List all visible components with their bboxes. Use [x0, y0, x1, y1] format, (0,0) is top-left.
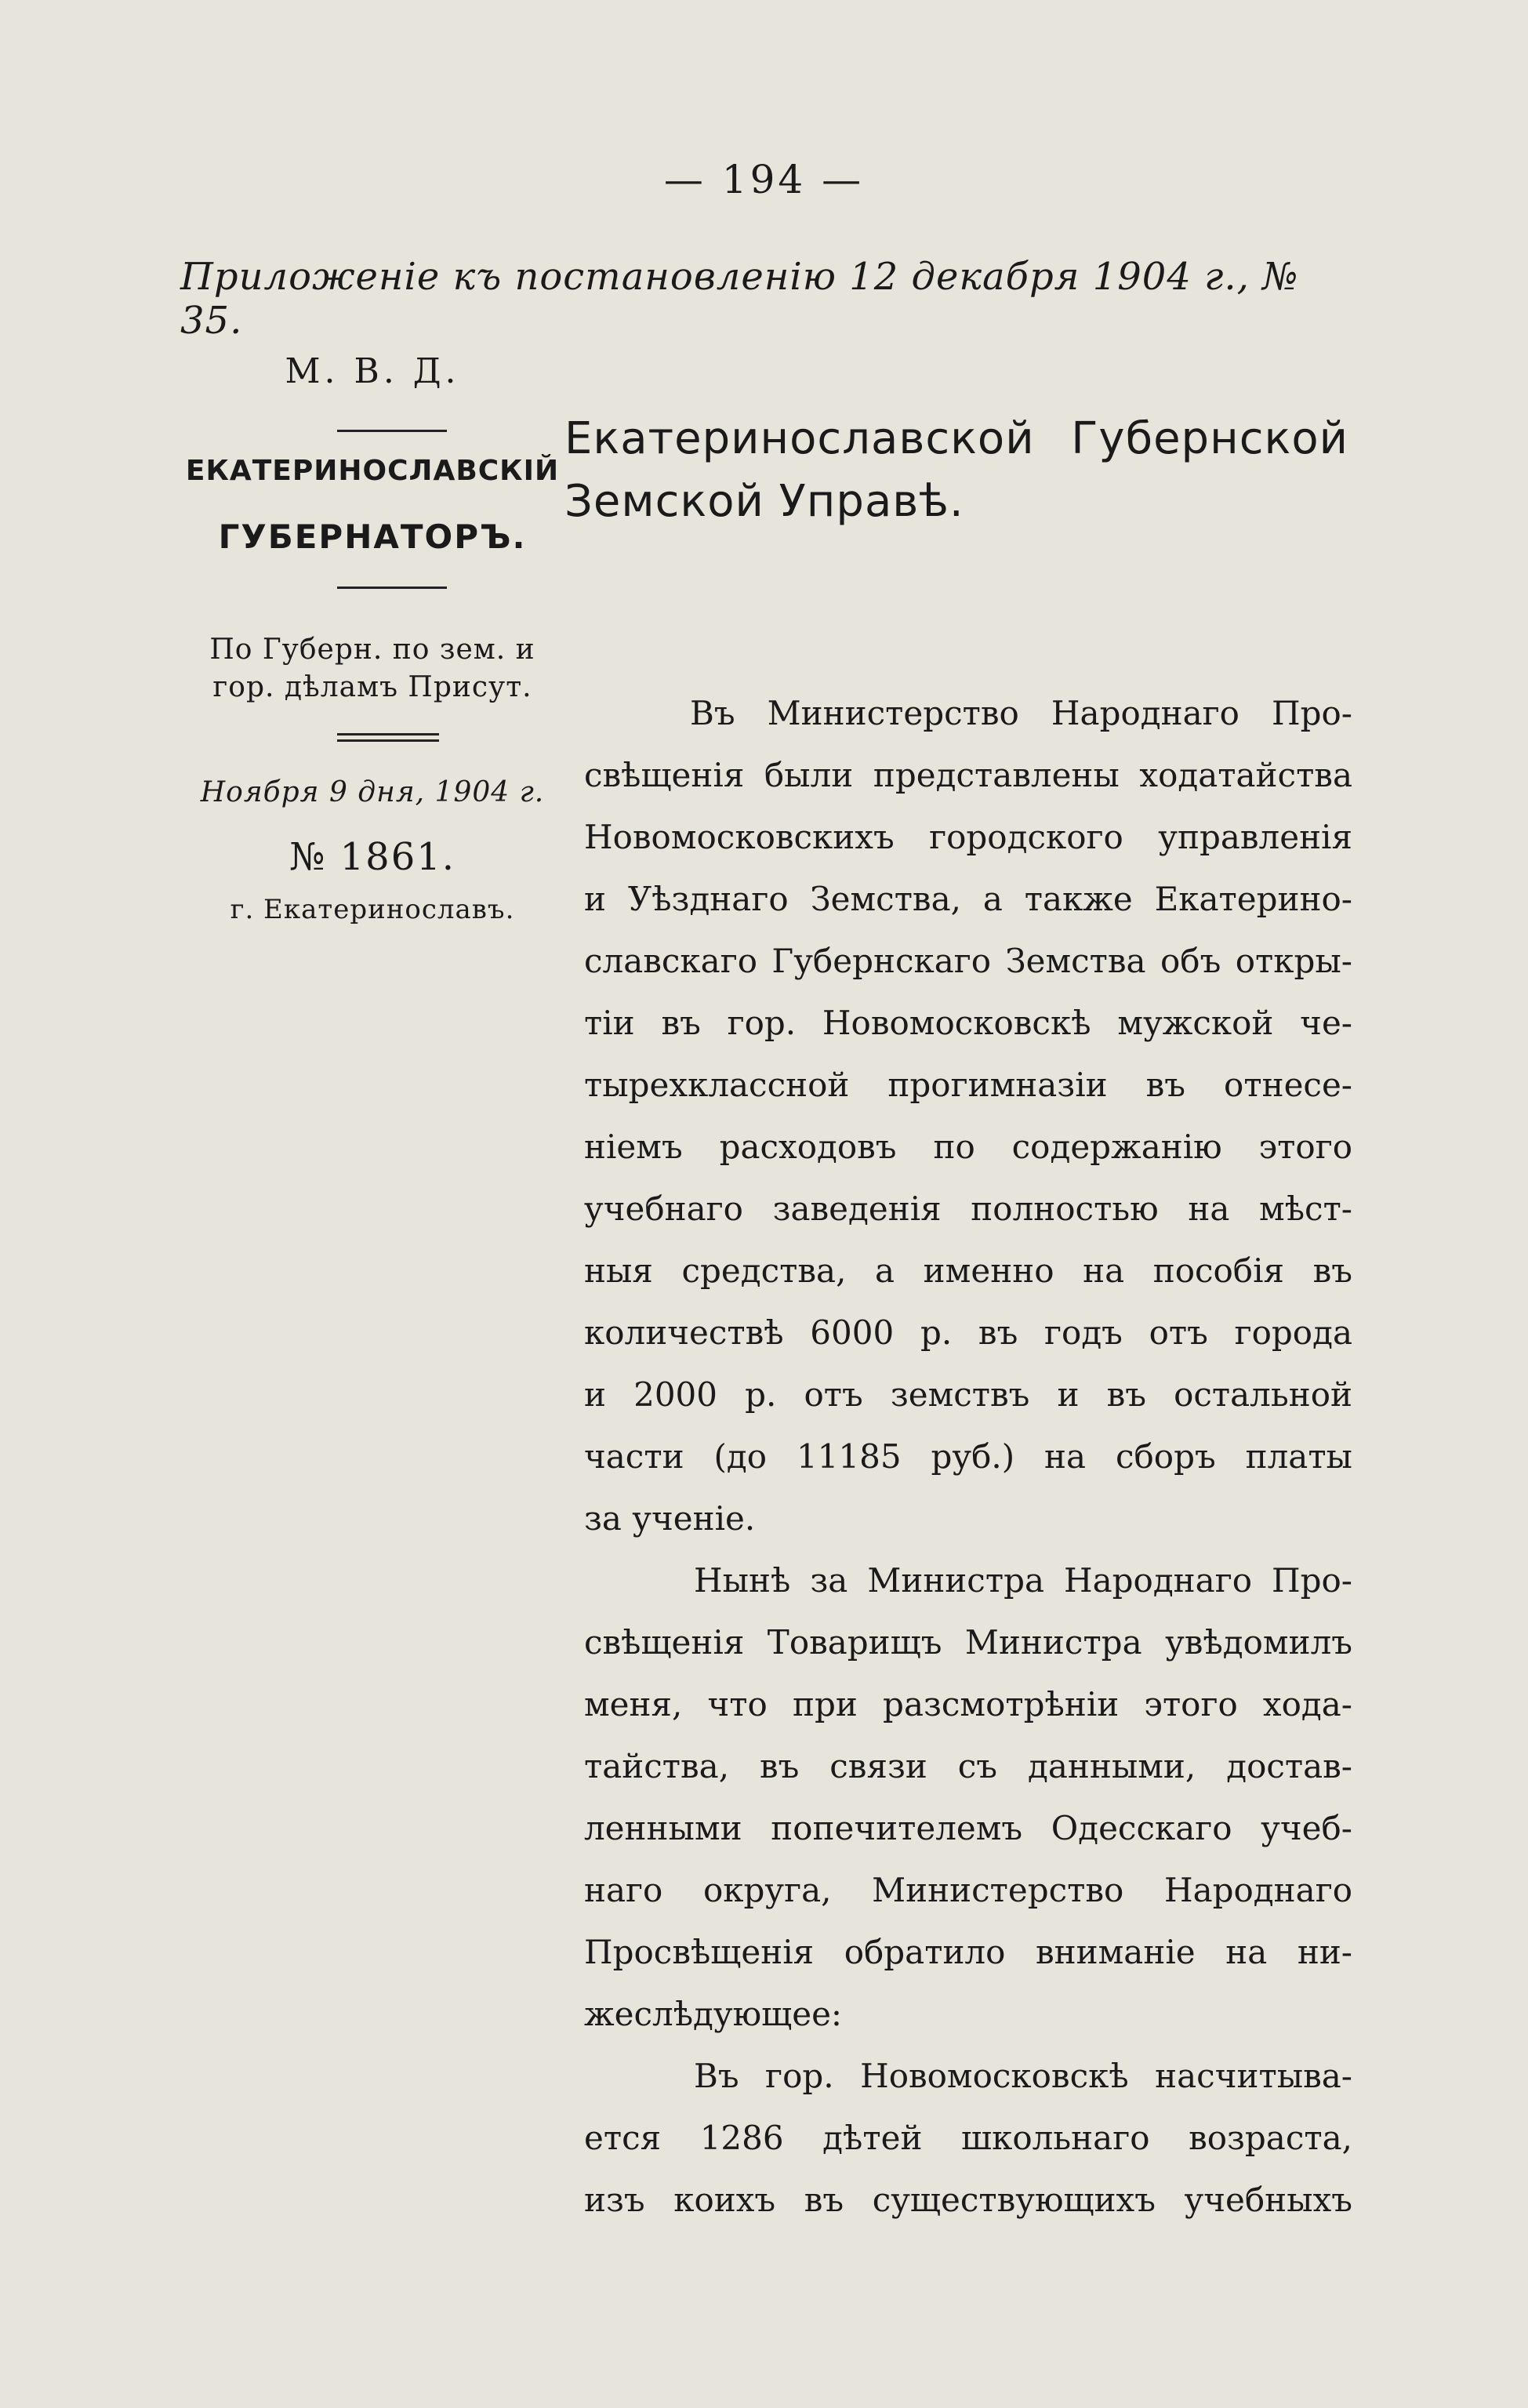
paragraph-3 [584, 2045, 1352, 2231]
paragraph-2 [584, 1549, 1352, 2045]
divider-rule [337, 739, 439, 742]
text-line: Новомосковскихъ городского управленія [584, 818, 1352, 856]
text-line: изъ коихъ въ существующихъ учебныхъ [584, 2181, 1352, 2219]
text-line: части (до 11185 руб.) на сборъ платы [584, 1437, 1352, 1476]
text-line: свѣщенія Товарищъ Министра увѣдомилъ [584, 1623, 1352, 1662]
text-line: тіи въ гор. Новомосковскѣ мужской че- [584, 1004, 1352, 1042]
text-line: Нынѣ за Министра Народнаго Про- [694, 1561, 1352, 1600]
text-line: и 2000 р. отъ земствъ и въ остальной [584, 1375, 1352, 1414]
paragraph-1 [584, 682, 1352, 1549]
text-line: ныя средства, а именно на пособія въ [584, 1251, 1352, 1290]
text-line: меня, что при разсмотрѣніи этого хода- [584, 1685, 1352, 1723]
divider-rule [337, 733, 439, 735]
text-line: жеслѣдующее: [584, 1995, 843, 2033]
presence-heading [169, 631, 576, 706]
presence-line: По Губерн. по зем. и [209, 634, 535, 666]
addressee: Екатеринославской Губернской Земской Управѣ. [564, 413, 1348, 527]
text-line: Въ гор. Новомосковскѣ насчитыва- [694, 2057, 1352, 2095]
text-line: свѣщенія были представлены ходатайства [584, 756, 1352, 794]
document-number: № 1861. [289, 835, 456, 879]
text-line: ленными попечителемъ Одесскаго учеб- [584, 1809, 1352, 1847]
document-city: г. Екатеринославъ. [230, 894, 515, 925]
text-line: ется 1286 дѣтей школьнаго возраста, [584, 2119, 1352, 2157]
presence-line: гор. дѣламъ Присут. [212, 671, 532, 703]
text-line: Просвѣщенія обратило вниманіе на ни- [584, 1933, 1352, 1971]
text-line: тайства, въ связи съ данными, достав- [584, 1747, 1352, 1785]
letter-body [584, 682, 1352, 2231]
text-line: за ученіе. [584, 1499, 756, 1538]
text-line: учебнаго заведенія полностью на мѣст- [584, 1189, 1352, 1228]
text-line: тырехклассной прогимназіи въ отнесе- [584, 1066, 1352, 1104]
divider-rule [337, 430, 447, 432]
document-date: Ноября 9 дня, 1904 г. [200, 776, 545, 808]
governor-subtitle: ГУБЕРНАТОРЪ. [218, 518, 527, 556]
page-number: — 194 — [663, 157, 865, 202]
divider-rule [337, 587, 447, 589]
text-line: наго округа, Министерство Народнаго [584, 1871, 1352, 1909]
governor-title: ЕКАТЕРИНОСЛАВСКІЙ [185, 455, 560, 487]
text-line: количествѣ 6000 р. въ годъ отъ города [584, 1313, 1352, 1352]
appendix-note: Приложеніе къ постановленію 12 декабря 1904 г., № 35. [180, 255, 1299, 343]
text-line: ніемъ расходовъ по содержанію этого [584, 1128, 1352, 1166]
text-line: славскаго Губернскаго Земства объ откры- [584, 942, 1352, 980]
text-line: и Уѣзднаго Земства, а также Екатерино- [584, 880, 1352, 918]
text-line: Въ Министерство Народнаго Про- [690, 694, 1352, 732]
ministry-abbreviation: М. В. Д. [285, 351, 460, 391]
